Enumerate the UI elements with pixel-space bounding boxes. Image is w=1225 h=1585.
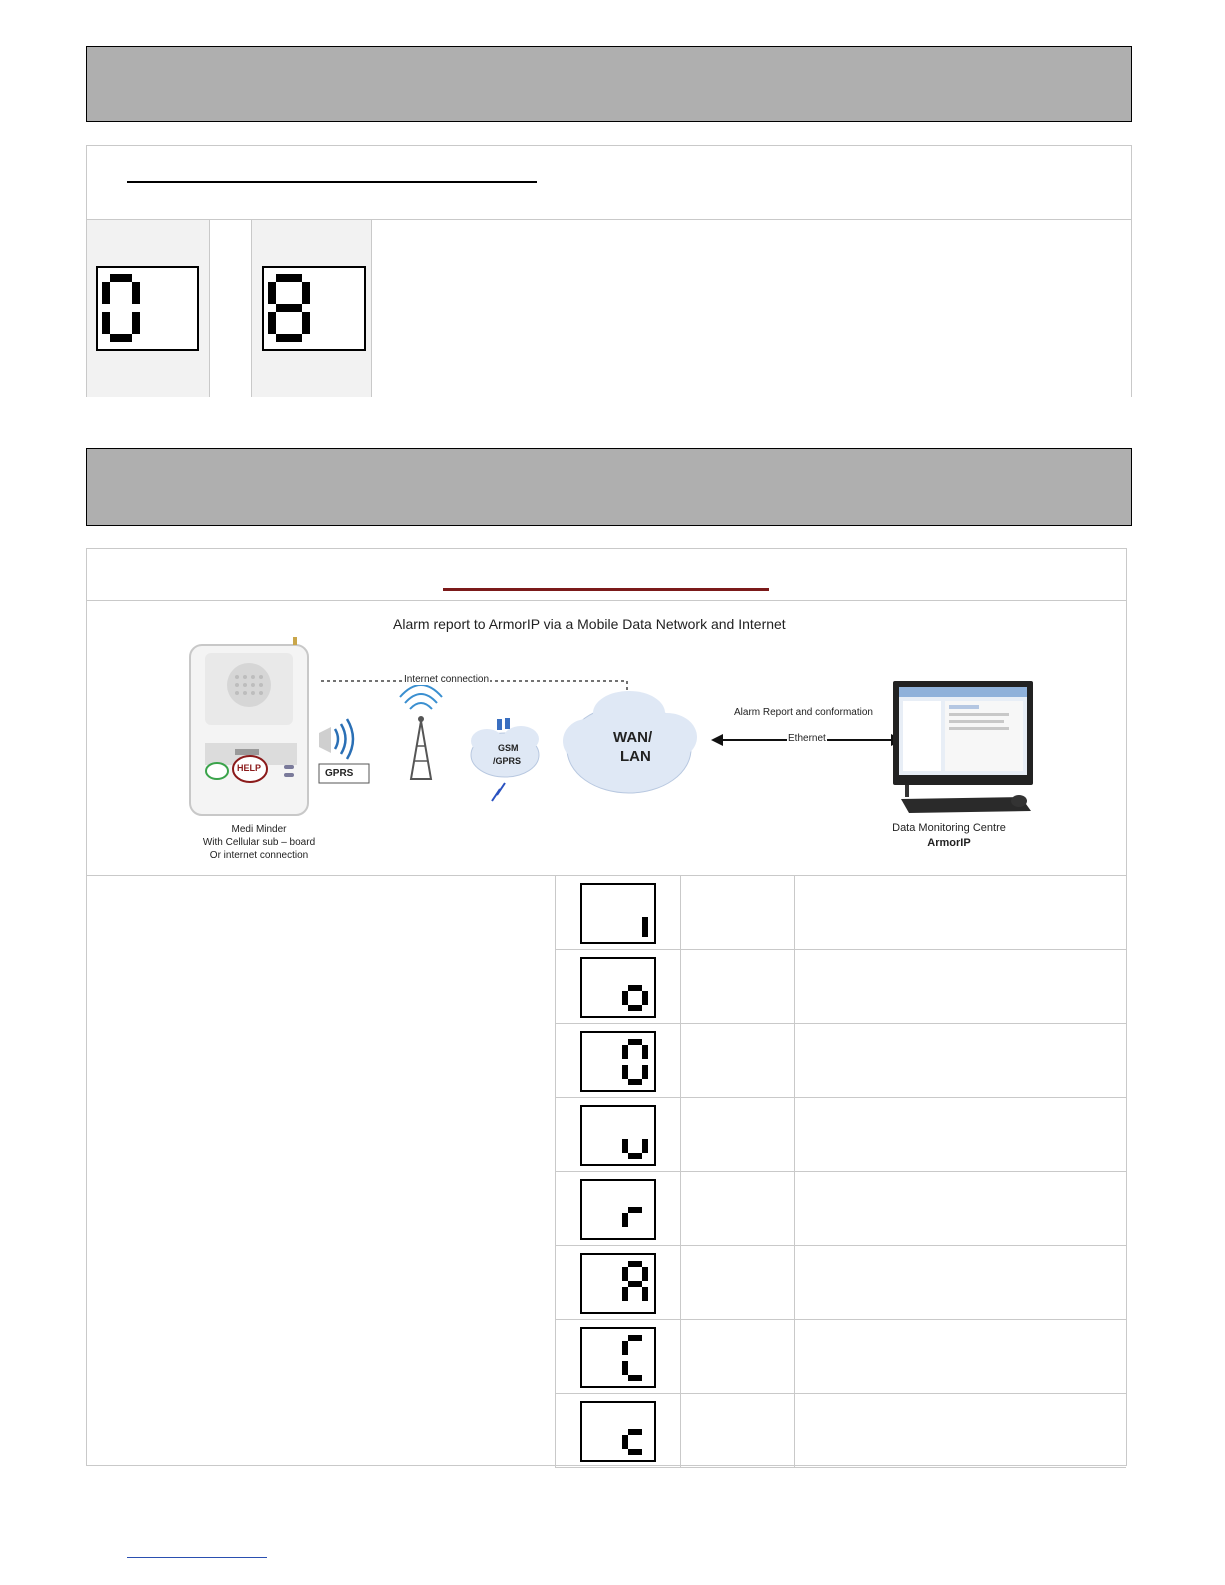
lcd-segment-c — [642, 991, 648, 1005]
lcd-digit-0 — [96, 266, 199, 351]
lcd-segment-e — [622, 1065, 628, 1079]
lcd-display-A — [580, 1253, 656, 1314]
lcd-segment-a — [628, 1261, 642, 1267]
lcd-segment-d — [628, 1375, 642, 1381]
diagram-title: Alarm report to ArmorIP via a Mobile Data Network and Internet — [393, 616, 786, 632]
lcd-segment-d — [628, 1005, 642, 1011]
lcd-segment-f — [622, 1341, 628, 1355]
wan-label: WAN/ — [613, 729, 653, 746]
lcd-glyph-C — [582, 1329, 654, 1386]
lcd-segment-b — [302, 282, 310, 304]
device-caption — [169, 823, 349, 862]
lcd-display-c — [580, 1401, 656, 1462]
lcd-segment-a — [628, 1335, 642, 1341]
lcd-segment-g — [628, 1207, 642, 1213]
heading-underline — [127, 181, 537, 183]
lcd-segment-c — [132, 312, 140, 334]
lcd-segment-a — [628, 1039, 642, 1045]
lcd-segment-d — [628, 1153, 642, 1159]
lcd-segment-g — [276, 304, 302, 312]
table-row — [555, 1024, 1126, 1098]
lcd-segment-g — [628, 1429, 642, 1435]
table-cell-display — [555, 1394, 681, 1467]
medi-minder-device-icon — [190, 637, 308, 815]
table-cell-code — [681, 1320, 795, 1393]
display-section-1 — [86, 145, 1132, 397]
table-cell-display — [555, 1246, 681, 1319]
lcd-segment-a — [110, 274, 132, 282]
lcd-segment-f — [268, 282, 276, 304]
lcd-display-u — [580, 1105, 656, 1166]
lcd-segment-c — [642, 1139, 648, 1153]
table-cell-description — [795, 1024, 1126, 1097]
gsm-label: GSM — [498, 743, 519, 753]
lcd-segment-e — [622, 1213, 628, 1227]
antenna-icon — [319, 727, 331, 753]
lcd-segment-d — [276, 334, 302, 342]
lcd-glyph-u — [582, 1107, 654, 1164]
lcd-glyph-r — [582, 1181, 654, 1238]
lcd-segment-e — [102, 312, 110, 334]
monitoring-computer-icon — [893, 681, 1033, 813]
table-row — [555, 1172, 1126, 1246]
lcd-segment-b — [132, 282, 140, 304]
lcd-glyph-A — [582, 1255, 654, 1312]
wireless-signal-icon — [335, 719, 353, 759]
section-header-banner-1 — [86, 46, 1132, 122]
lcd-segment-f — [102, 282, 110, 304]
table-cell-code — [681, 1172, 795, 1245]
table-cell-code — [681, 1024, 795, 1097]
spacer-cell — [210, 220, 252, 397]
lcd-segment-d — [628, 1079, 642, 1085]
device-caption-line-2: With Cellular sub – board — [202, 837, 316, 848]
table-cell-description — [795, 950, 1126, 1023]
cell-tower-icon — [400, 685, 442, 779]
lcd-display-i — [580, 883, 656, 944]
lcd-segment-e — [622, 1435, 628, 1449]
table-cell-code — [681, 1246, 795, 1319]
lan-label: LAN — [620, 748, 651, 765]
lcd-segment-g — [628, 1281, 642, 1287]
display-cell-right — [252, 220, 372, 397]
table-cell-description — [795, 1172, 1126, 1245]
table-cell-display — [555, 1098, 681, 1171]
lcd-display-0 — [580, 1031, 656, 1092]
lcd-segment-d — [110, 334, 132, 342]
alarm-report-label: Alarm Report and conformation — [734, 707, 873, 718]
centre-caption-line-1: Data Monitoring Centre — [892, 822, 1006, 834]
lcd-display-C — [580, 1327, 656, 1388]
table-cell-code — [681, 950, 795, 1023]
footer-link-underline[interactable] — [127, 1557, 267, 1558]
lcd-display-o — [580, 957, 656, 1018]
lcd-segment-ci — [642, 917, 648, 937]
table-cell-display — [555, 1320, 681, 1393]
lcd-segment-a — [276, 274, 302, 282]
device-caption-line-1: Medi Minder — [231, 824, 287, 835]
table-cell-code — [681, 876, 795, 949]
lcd-segment-e — [622, 1287, 628, 1301]
table-cell-description — [795, 1394, 1126, 1467]
network-diagram — [87, 601, 1126, 875]
lcd-segment-c — [302, 312, 310, 334]
table-row — [555, 876, 1126, 950]
centre-caption-line-2: ArmorIP — [927, 837, 971, 849]
display-code-table — [555, 876, 1126, 1466]
lcd-glyph-8 — [264, 268, 364, 349]
lcd-segment-e — [268, 312, 276, 334]
table-cell-display — [555, 876, 681, 949]
lcd-segment-d — [628, 1449, 642, 1455]
lcd-segment-e — [622, 1361, 628, 1375]
gprs-cloud-label: /GPRS — [493, 756, 522, 766]
lcd-glyph-i — [582, 885, 654, 942]
lcd-segment-e — [622, 991, 628, 1005]
lcd-segment-b — [642, 1267, 648, 1281]
help-button-label: HELP — [237, 763, 262, 773]
table-row — [555, 950, 1126, 1024]
table-cell-description — [795, 1246, 1126, 1319]
lcd-glyph-0 — [98, 268, 197, 349]
ethernet-label: Ethernet — [788, 733, 826, 744]
table-cell-description — [795, 1320, 1126, 1393]
lcd-glyph-c — [582, 1403, 654, 1460]
centre-caption — [869, 821, 1029, 851]
table-cell-display — [555, 950, 681, 1023]
device-caption-line-3: Or internet connection — [209, 850, 309, 861]
lcd-segment-f — [622, 1267, 628, 1281]
lcd-digit-8 — [262, 266, 366, 351]
lcd-segment-f — [622, 1045, 628, 1059]
lcd-segment-e — [622, 1139, 628, 1153]
table-row — [555, 1394, 1126, 1468]
lcd-segment-g — [628, 985, 642, 991]
internet-connection-label: Internet connection — [404, 674, 490, 685]
table-row — [555, 1098, 1126, 1172]
table-cell-code — [681, 1098, 795, 1171]
lcd-segment-c — [642, 1065, 648, 1079]
table-row — [555, 1320, 1126, 1394]
gprs-label: GPRS — [325, 768, 354, 779]
table-cell-display — [555, 1024, 681, 1097]
section-header-banner-2 — [86, 448, 1132, 526]
table-cell-description — [795, 1098, 1126, 1171]
table-cell-description — [795, 876, 1126, 949]
lcd-segment-c — [642, 1287, 648, 1301]
heading-underline-accent — [443, 588, 769, 591]
table-cell-code — [681, 1394, 795, 1467]
lcd-segment-b — [642, 1045, 648, 1059]
lcd-glyph-o — [582, 959, 654, 1016]
connection-section — [86, 548, 1127, 1466]
display-cell-left — [87, 220, 210, 397]
description-cell — [372, 220, 1131, 397]
table-cell-display — [555, 1172, 681, 1245]
table-row — [555, 1246, 1126, 1320]
lcd-display-r — [580, 1179, 656, 1240]
lcd-glyph-0 — [582, 1033, 654, 1090]
